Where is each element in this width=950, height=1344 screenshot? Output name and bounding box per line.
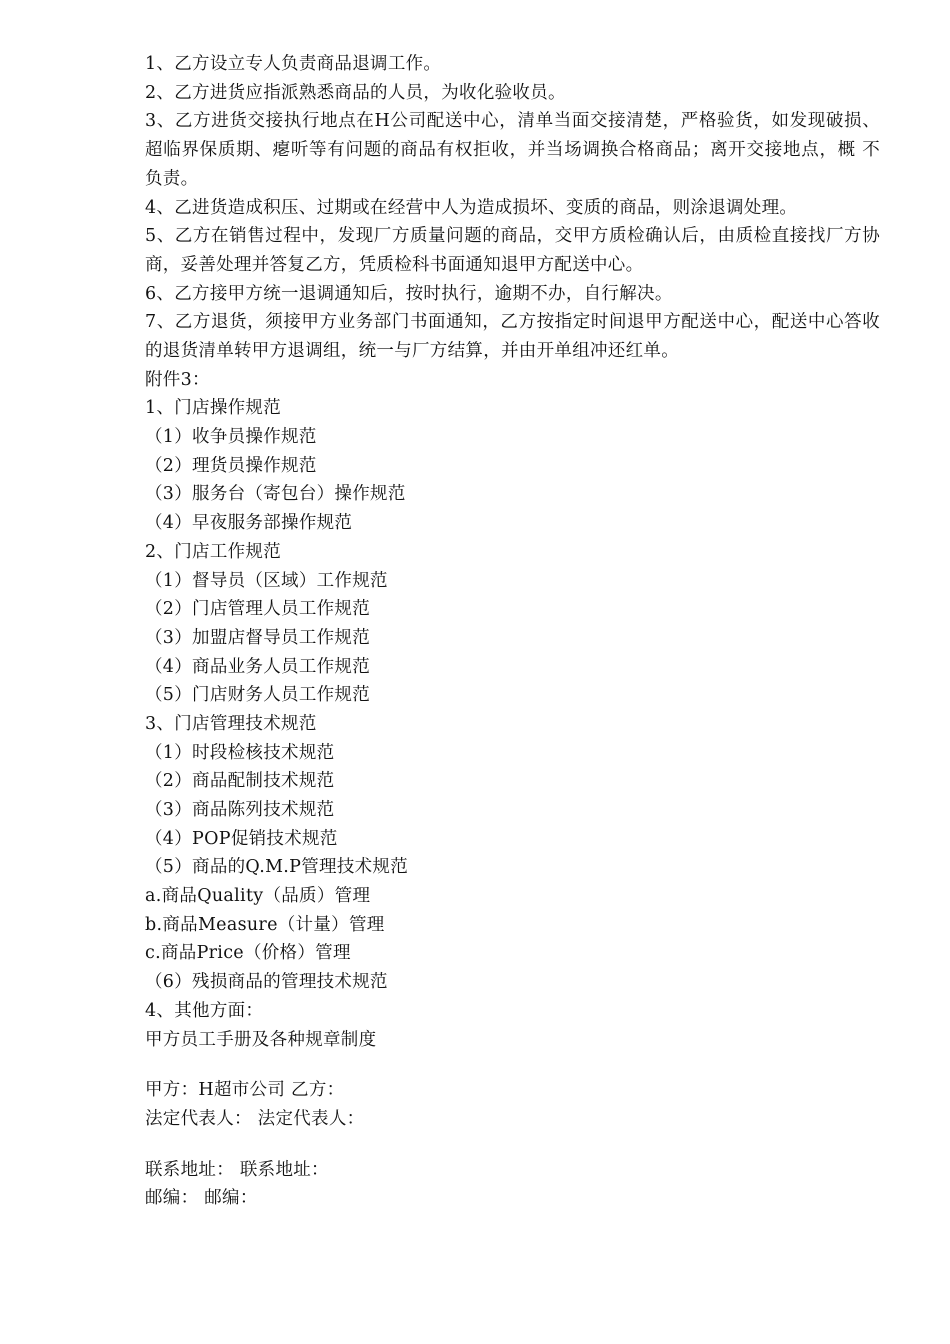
section-item: （1）时段检核技术规范 (145, 742, 335, 763)
signature-address-line: 联系地址： 联系地址： (145, 1159, 329, 1180)
section-title: 3、门店管理技术规范 (145, 713, 317, 734)
section-item: （5）门店财务人员工作规范 (145, 685, 371, 706)
section-item: （3）商品陈列技术规范 (145, 800, 335, 821)
section-item: b.商品Measure（计量）管理 (145, 914, 385, 935)
term-2: 2、乙方进货应指派熟悉商品的人员，为收化验收员。 (145, 82, 566, 103)
section-item: （4）商品业务人员工作规范 (145, 656, 371, 677)
section-item: （2）商品配制技术规范 (145, 771, 335, 792)
section-item: c.商品Price（价格）管理 (145, 943, 351, 964)
section-item: （4）POP促销技术规范 (145, 828, 338, 849)
signature-postcode-line: 邮编： 邮编： (145, 1188, 258, 1209)
section-item: （1）督导员（区域）工作规范 (145, 570, 388, 591)
term-6: 6、乙方接甲方统一退调通知后，按时执行，逾期不办，自行解决。 (145, 283, 673, 304)
signature-party-line: 甲方：H超市公司 乙方： (145, 1080, 345, 1101)
section-item: （4）早夜服务部操作规范 (145, 513, 353, 534)
spacer (145, 1134, 880, 1156)
term-7: 7、乙方退货，须接甲方业务部门书面通知，乙方按指定时间退甲方配送中心，配送中心答收的退货清单转甲方退调组，统一与厂方结算，并由开单组冲还红单。 (145, 312, 880, 362)
section-item: （2）理货员操作规范 (145, 455, 317, 476)
section-item: （3）服务台（寄包台）操作规范 (145, 484, 406, 505)
section-item: （3）加盟店督导员工作规范 (145, 627, 371, 648)
section-title: 2、门店工作规范 (145, 541, 282, 562)
section-title: 1、门店操作规范 (145, 398, 282, 419)
section-item: a.商品Quality（品质）管理 (145, 886, 371, 907)
section-item: （1）收争员操作规范 (145, 427, 317, 448)
section-item: （5）商品的Q.M.P管理技术规范 (145, 857, 409, 878)
section-item: 甲方员工手册及各种规章制度 (145, 1029, 377, 1050)
term-1: 1、乙方设立专人负责商品退调工作。 (145, 54, 442, 74)
term-3: 3、乙方进货交接执行地点在H公司配送中心，清单当面交接清楚，严格验货，如发现破损、超临界保质期、瘪听等有问题的商品有权拒收，并当场调换合格商品；离开交接地点，概 不负责。 (145, 111, 880, 189)
document-page (145, 50, 880, 1213)
spacer (145, 1054, 880, 1076)
section-item: （2）门店管理人员工作规范 (145, 599, 371, 620)
signature-representative-line: 法定代表人： 法定代表人： (145, 1108, 365, 1129)
section-title: 4、其他方面： (145, 1000, 264, 1021)
attachment-title: 附件3： (145, 369, 210, 390)
term-4: 4、乙进货造成积压、过期或在经营中人为造成损坏、变质的商品，则涂退调处理。 (145, 197, 798, 218)
section-item: （6）残损商品的管理技术规范 (145, 972, 388, 993)
term-5: 5、乙方在销售过程中，发现厂方质量问题的商品，交甲方质检确认后，由质检直接找厂方协商，妥善处理并答复乙方，凭质检科书面通知退甲方配送中心。 (145, 226, 880, 275)
